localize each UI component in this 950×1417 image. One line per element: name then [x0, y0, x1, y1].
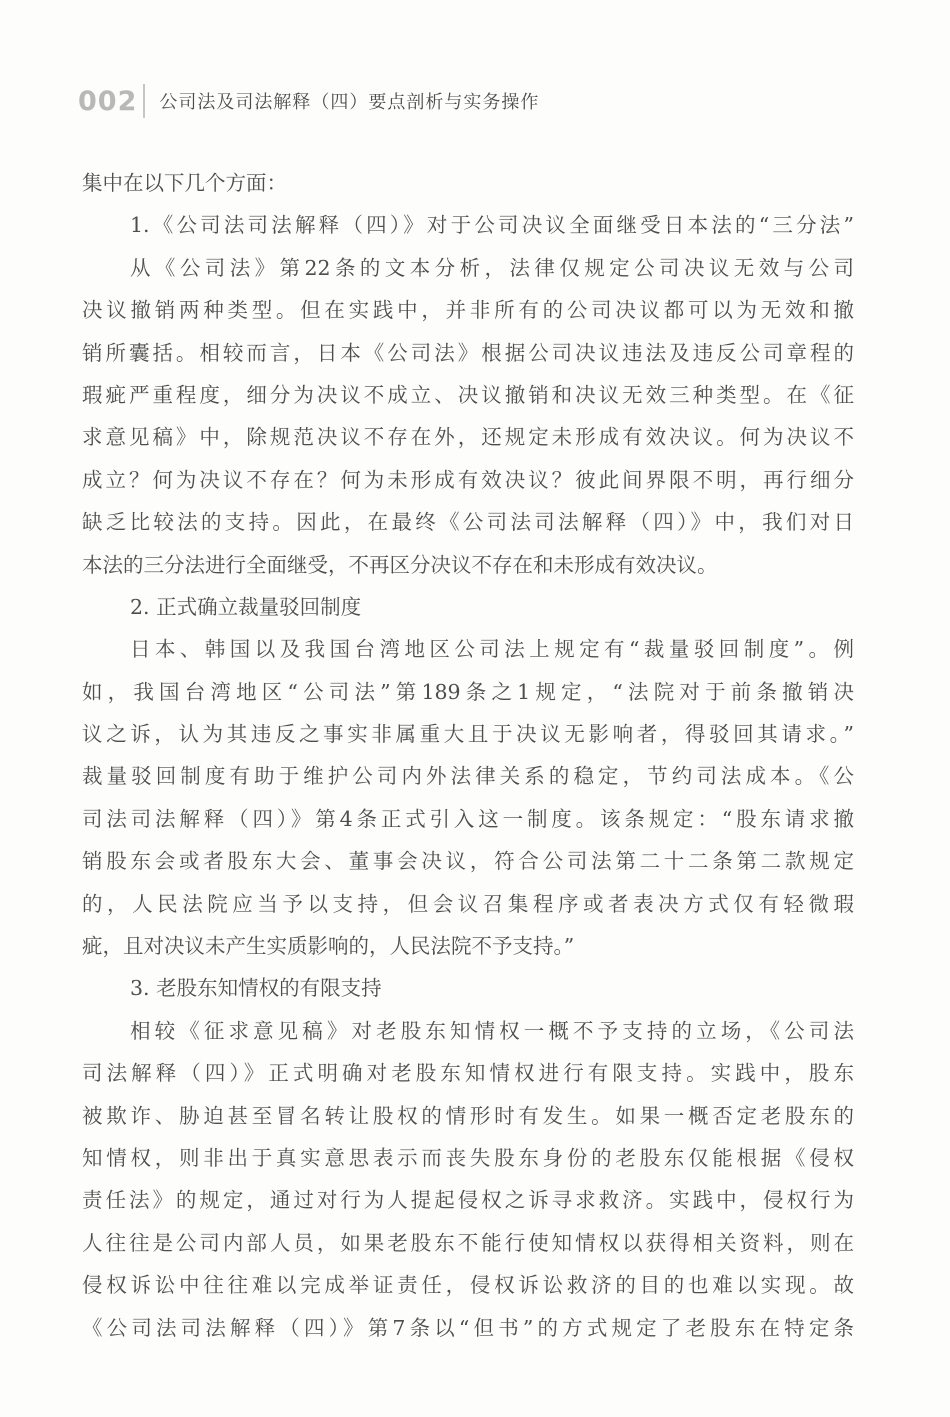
text-line: 司法司法解释（四）》第4条正式引入这一制度。该条规定：“股东请求撤	[82, 806, 854, 831]
text-line: 的，人民法院应当予以支持，但会议召集程序或者表决方式仅有轻微瑕	[82, 891, 854, 916]
heading-line: 1.《公司法司法解释（四）》对于公司决议全面继受日本法的“三分法”	[130, 213, 854, 238]
text-line: 相较《征求意见稿》对老股东知情权一概不予支持的立场，《公司法	[130, 1018, 854, 1043]
text-line: 决议撤销两种类型。但在实践中，并非所有的公司决议都可以为无效和撤	[82, 298, 854, 323]
header-divider	[143, 84, 145, 118]
text-line: 瑕疵严重程度，细分为决议不成立、决议撤销和决议无效三种类型。在《征	[82, 382, 854, 407]
text-line: 司法解释（四）》正式明确对老股东知情权进行有限支持。实践中，股东	[82, 1061, 854, 1086]
text-line: 如，我国台湾地区“公司法”第189条之1规定，“法院对于前条撤销决	[82, 679, 854, 704]
text-line: 人往往是公司内部人员，如果老股东不能行使知情权以获得相关资料，则在	[82, 1230, 854, 1255]
text-line: 成立？何为决议不存在？何为未形成有效决议？彼此间界限不明，再行细分	[82, 467, 854, 492]
text-line: 知情权，则非出于真实意思表示而丧失股东身份的老股东仅能根据《侵权	[82, 1145, 854, 1170]
text-line: 从《公司法》第22条的文本分析，法律仅规定公司决议无效与公司	[130, 255, 854, 280]
heading-line: 2. 正式确立裁量驳回制度	[130, 594, 362, 619]
text-line: 日本、韩国以及我国台湾地区公司法上规定有“裁量驳回制度”。例	[130, 637, 854, 662]
text-line: 侵权诉讼中往往难以完成举证责任，侵权诉讼救济的目的也难以实现。故	[82, 1273, 854, 1298]
text-line: 裁量驳回制度有助于维护公司内外法律关系的稳定，节约司法成本。《公	[82, 764, 854, 789]
text-line: 缺乏比较法的支持。因此，在最终《公司法司法解释（四）》中，我们对日	[82, 510, 854, 535]
body-text	[82, 162, 854, 1349]
text-line: 被欺诈、胁迫甚至冒名转让股权的情形时有发生。如果一概否定老股东的	[82, 1103, 854, 1128]
running-header	[78, 82, 539, 120]
text-line: 议之诉，认为其违反之事实非属重大且于决议无影响者，得驳回其请求。”	[82, 722, 854, 747]
heading-line: 3. 老股东知情权的有限支持	[130, 976, 382, 1001]
text-line: 销所囊括。相较而言，日本《公司法》根据公司决议违法及违反公司章程的	[82, 340, 854, 365]
text-line: 本法的三分法进行全面继受，不再区分决议不存在和未形成有效决议。	[82, 552, 718, 577]
page-number: 002	[78, 85, 138, 117]
text-line: 销股东会或者股东大会、董事会决议，符合公司法第二十二条第二款规定	[82, 849, 854, 874]
text-line: 责任法》的规定，通过对行为人提起侵权之诉寻求救济。实践中，侵权行为	[82, 1188, 854, 1213]
text-line: 疵，且对决议未产生实质影响的，人民法院不予支持。”	[82, 934, 575, 959]
text-line: 《公司法司法解释（四）》第7条以“但书”的方式规定了老股东在特定条	[82, 1315, 854, 1340]
book-title: 公司法及司法解释（四）要点剖析与实务操作	[159, 92, 540, 113]
text-line: 集中在以下几个方面：	[82, 171, 287, 195]
text-line: 求意见稿》中，除规范决议不存在外，还规定未形成有效决议。何为决议不	[82, 425, 854, 450]
